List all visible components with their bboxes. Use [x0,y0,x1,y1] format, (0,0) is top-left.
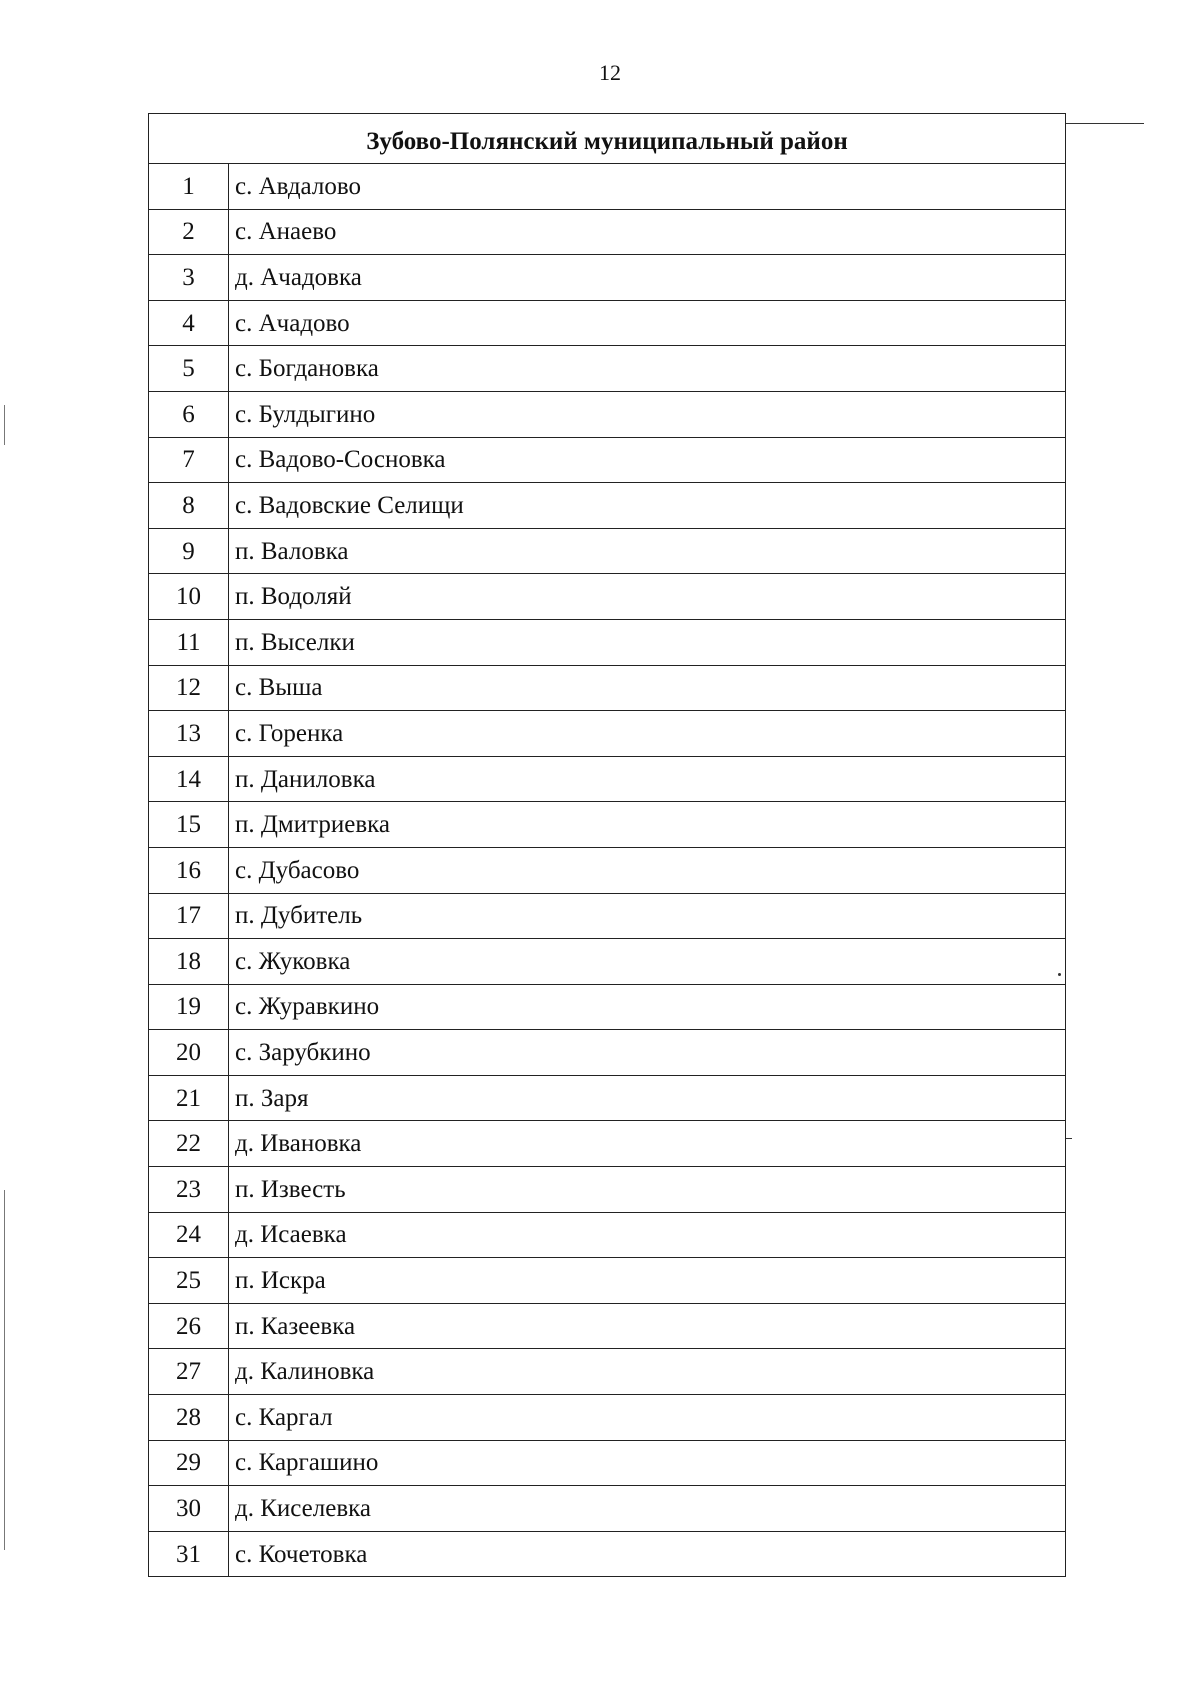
settlement-name: п. Валовка [229,528,1066,574]
row-number: 23 [149,1167,229,1213]
table-row [149,1167,1066,1213]
row-number: 25 [149,1258,229,1304]
settlement-name: с. Горенка [229,711,1066,757]
row-number: 6 [149,391,229,437]
table-row [149,255,1066,301]
row-number: 7 [149,437,229,483]
table-row [149,574,1066,620]
row-number: 14 [149,756,229,802]
table-row [149,756,1066,802]
table-row [149,1303,1066,1349]
settlement-name: с. Авдалово [229,164,1066,210]
settlement-name: с. Вадовские Селищи [229,483,1066,529]
settlement-name: с. Журавкино [229,984,1066,1030]
table-row [149,1030,1066,1076]
settlement-name: с. Каргашино [229,1440,1066,1486]
table-row [149,483,1066,529]
row-number: 2 [149,209,229,255]
table-row [149,1349,1066,1395]
table-row [149,1395,1066,1441]
settlement-name: с. Вадово-Сосновка [229,437,1066,483]
scan-tick [1066,1138,1072,1139]
row-number: 28 [149,1395,229,1441]
district-header: Зубово-Полянский муниципальный район [149,114,1066,164]
row-number: 13 [149,711,229,757]
settlement-name: с. Каргал [229,1395,1066,1441]
row-number: 27 [149,1349,229,1395]
row-number: 21 [149,1075,229,1121]
settlement-name: д. Ачадовка [229,255,1066,301]
row-number: 20 [149,1030,229,1076]
table-row [149,391,1066,437]
row-number: 17 [149,893,229,939]
settlement-name: с. Жуковка [229,939,1066,985]
settlement-name: п. Заря [229,1075,1066,1121]
row-number: 24 [149,1212,229,1258]
settlement-name: п. Казеевка [229,1303,1066,1349]
settlement-name: д. Ивановка [229,1121,1066,1167]
table-row [149,1440,1066,1486]
table-row [149,300,1066,346]
scan-line [1066,123,1144,124]
table-row [149,984,1066,1030]
row-number: 10 [149,574,229,620]
scan-margin-mark [4,1190,5,1550]
row-number: 5 [149,346,229,392]
settlement-name: с. Выша [229,665,1066,711]
settlement-name: с. Булдыгино [229,391,1066,437]
settlement-name: п. Водоляй [229,574,1066,620]
table-row [149,346,1066,392]
table-row [149,164,1066,210]
scan-margin-mark [4,405,5,445]
settlement-name: п. Дубитель [229,893,1066,939]
table-row [149,1258,1066,1304]
table-row [149,1531,1066,1577]
row-number: 29 [149,1440,229,1486]
row-number: 3 [149,255,229,301]
table-row [149,893,1066,939]
table-row [149,209,1066,255]
settlement-name: с. Дубасово [229,847,1066,893]
settlement-name: с. Богдановка [229,346,1066,392]
table-row [149,1075,1066,1121]
settlement-name: п. Выселки [229,619,1066,665]
row-number: 15 [149,802,229,848]
table-row [149,939,1066,985]
table-row [149,665,1066,711]
row-number: 30 [149,1486,229,1532]
settlement-name: с. Зарубкино [229,1030,1066,1076]
row-number: 11 [149,619,229,665]
table-header-row [149,114,1066,164]
row-number: 1 [149,164,229,210]
row-number: 16 [149,847,229,893]
settlement-table [148,113,1066,1577]
row-number: 22 [149,1121,229,1167]
settlement-name: с. Кочетовка [229,1531,1066,1577]
row-number: 26 [149,1303,229,1349]
row-number: 31 [149,1531,229,1577]
settlement-name: п. Дмитриевка [229,802,1066,848]
table-row [149,619,1066,665]
table-row [149,847,1066,893]
settlement-name: п. Искра [229,1258,1066,1304]
settlement-name: п. Даниловка [229,756,1066,802]
table-body [149,164,1066,1577]
row-number: 19 [149,984,229,1030]
settlement-name: д. Исаевка [229,1212,1066,1258]
settlement-name: с. Ачадово [229,300,1066,346]
table-row [149,528,1066,574]
page-number: 12 [599,60,621,85]
row-number: 12 [149,665,229,711]
settlement-name: д. Калиновка [229,1349,1066,1395]
table-row [149,711,1066,757]
table-row [149,1486,1066,1532]
table-row [149,437,1066,483]
settlement-name: д. Киселевка [229,1486,1066,1532]
table-row [149,1121,1066,1167]
row-number: 18 [149,939,229,985]
settlement-name: с. Анаево [229,209,1066,255]
table-row [149,802,1066,848]
row-number: 4 [149,300,229,346]
settlement-name: п. Известь [229,1167,1066,1213]
row-number: 8 [149,483,229,529]
table-row [149,1212,1066,1258]
row-number: 9 [149,528,229,574]
